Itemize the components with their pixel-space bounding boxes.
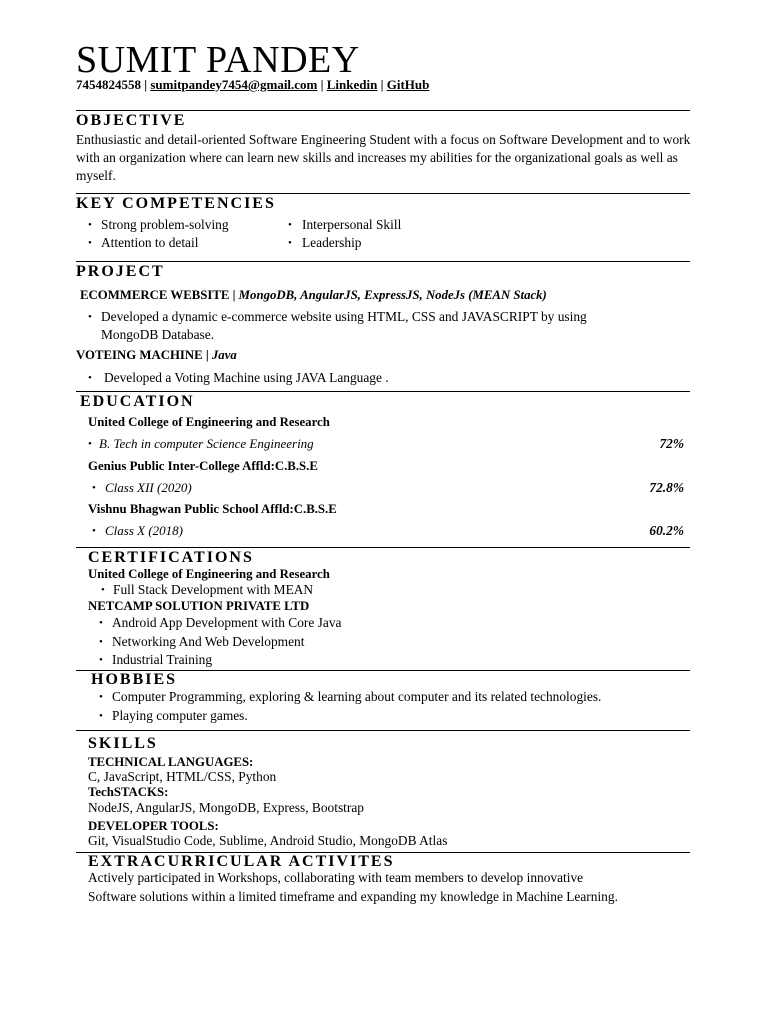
objective-heading: OBJECTIVE (76, 112, 187, 129)
skills-label: DEVELOPER TOOLS: (88, 819, 219, 833)
skills-value: NodeJS, AngularJS, MongoDB, Express, Bootstrap (88, 800, 364, 815)
certification-org: NETCAMP SOLUTION PRIVATE LTD (88, 599, 310, 613)
competency-item: Interpersonal Skill (302, 217, 402, 232)
section-divider (76, 391, 690, 392)
competencies-heading: KEY COMPETENCIES (76, 195, 276, 212)
course-name: B. Tech in computer Science Engineering (99, 436, 314, 451)
certification-org: United College of Engineering and Research (88, 567, 330, 581)
bullet-icon: • (99, 617, 103, 629)
candidate-name: SUMIT PANDEY (76, 39, 360, 81)
extracurricular-text: Actively participated in Workshops, collaborating with team members to develop innovative (88, 870, 584, 885)
course-name: Class X (2018) (105, 523, 183, 538)
section-divider (76, 110, 690, 111)
project-name: ECOMMERCE WEBSITE | (80, 288, 236, 302)
bullet-icon: • (92, 482, 96, 494)
certifications-heading: CERTIFICATIONS (88, 549, 254, 566)
section-divider (76, 193, 690, 194)
school-name: United College of Engineering and Research (88, 415, 330, 429)
certification-item: Networking And Web Development (112, 634, 305, 649)
certification-item: Full Stack Development with MEAN (113, 582, 314, 597)
section-divider (76, 730, 690, 731)
separator: | (380, 77, 384, 92)
extracurricular-heading: EXTRACURRICULAR ACTIVITES (88, 853, 395, 870)
extracurricular-text: Software solutions within a limited timeframe and expanding my knowledge in Machine Learning. (88, 889, 618, 904)
linkedin-link[interactable]: Linkedin (326, 77, 378, 92)
project-heading: PROJECT (76, 263, 165, 280)
project-name: VOTEING MACHINE | (76, 348, 209, 362)
skills-heading: SKILLS (88, 735, 158, 752)
bullet-icon: • (88, 311, 92, 323)
hobbies-heading: HOBBIES (91, 671, 178, 688)
bullet-icon: • (99, 636, 103, 648)
bullet-icon: • (88, 372, 92, 384)
hobby-item: Computer Programming, exploring & learning about computer and its related technologies. (112, 689, 602, 704)
score: 72% (659, 436, 684, 451)
score: 72.8% (649, 480, 684, 495)
bullet-icon: • (99, 654, 103, 666)
certification-item: Industrial Training (112, 652, 213, 667)
competency-item: Leadership (302, 235, 362, 250)
skills-value: Git, VisualStudio Code, Sublime, Android Studio, MongoDB Atlas (88, 833, 448, 848)
bullet-icon: • (99, 710, 103, 722)
skills-label: TECHNICAL LANGUAGES: (88, 755, 254, 769)
bullet-icon: • (101, 584, 105, 596)
bullet-icon: • (88, 219, 92, 231)
school-name: Genius Public Inter-College Affld:C.B.S.E (88, 459, 318, 473)
objective-text: Enthusiastic and detail-oriented Software Engineering Student with a focus on Software Development and to work with an organization where can learn new skills and increases my abilities for the organizational goals as well as myself. (76, 132, 691, 183)
bullet-icon: • (288, 219, 292, 231)
skills-label: TechSTACKS: (88, 785, 169, 799)
project-description: Developed a dynamic e-commerce website using HTML, CSS and JAVASCRIPT by using (101, 309, 587, 324)
separator: | (144, 77, 148, 92)
competency-item: Attention to detail (101, 235, 199, 250)
github-link[interactable]: GitHub (386, 77, 430, 92)
project-description: Developed a Voting Machine using JAVA Language . (104, 370, 389, 385)
project-stack: Java (211, 348, 237, 362)
section-divider (76, 547, 690, 548)
school-name: Vishnu Bhagwan Public School Affld:C.B.S.E (88, 502, 337, 516)
project-stack: MongoDB, AngularJS, ExpressJS, NodeJs (MEAN Stack) (238, 288, 547, 302)
project-title (80, 286, 547, 304)
competency-item: Strong problem-solving (101, 217, 229, 232)
contact-line (76, 77, 429, 93)
phone-number: 7454824558 (76, 77, 141, 92)
score: 60.2% (649, 523, 684, 538)
bullet-icon: • (92, 525, 96, 537)
section-divider (76, 261, 690, 262)
bullet-icon: • (88, 237, 92, 249)
course-name: Class XII (2020) (105, 480, 192, 495)
hobby-item: Playing computer games. (112, 708, 248, 723)
project-description: MongoDB Database. (101, 327, 215, 342)
skills-value: C, JavaScript, HTML/CSS, Python (88, 769, 277, 784)
separator: | (320, 77, 324, 92)
bullet-icon: • (99, 691, 103, 703)
bullet-icon: • (88, 438, 92, 450)
project-title (76, 346, 237, 364)
education-heading: EDUCATION (80, 393, 195, 410)
certification-item: Android App Development with Core Java (112, 615, 342, 630)
bullet-icon: • (288, 237, 292, 249)
email-link[interactable]: sumitpandey7454@gmail.com (150, 77, 318, 92)
